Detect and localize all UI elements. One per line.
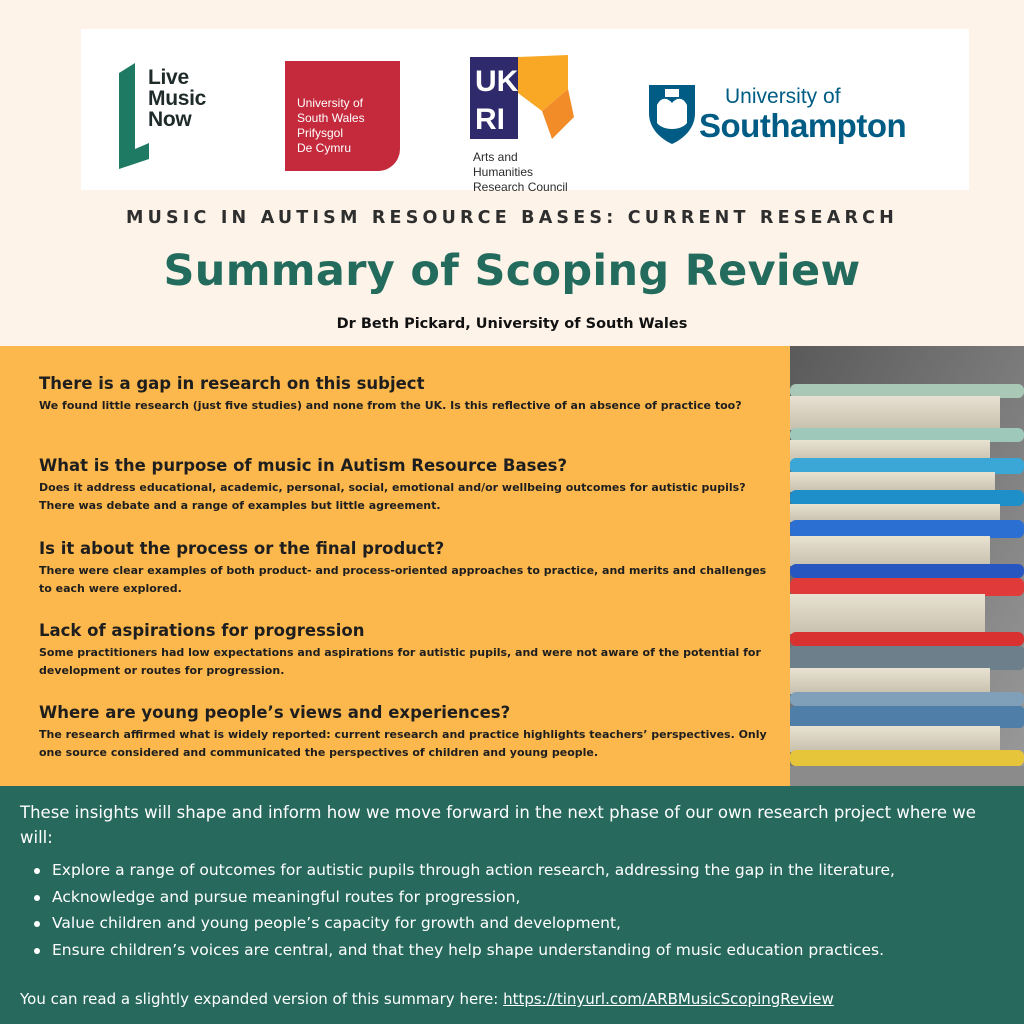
finding-research-gap [39, 374, 769, 415]
finding-body: There were clear examples of both product- and process-oriented approaches to practice, and merits and challenges to each were explored. [39, 564, 767, 595]
finding-body: We found little research (just five studies) and none from the UK. Is this reflective of an absence of practice too? [39, 399, 742, 412]
list-item: Acknowledge and pursue meaningful routes for progression, [34, 884, 1014, 911]
review-link[interactable]: https://tinyurl.com/ARBMusicScopingReview [503, 990, 834, 1008]
live-music-now-logo [119, 63, 229, 169]
finding-purpose [39, 456, 769, 514]
project-kicker: MUSIC IN AUTISM RESOURCE BASES: CURRENT RESEARCH [125, 208, 899, 228]
usw-wordmark: University of South Wales Prifysgol De Cymru [297, 96, 365, 155]
southampton-logo [647, 81, 957, 151]
ahrc-wordmark: Arts and Humanities Research Council [473, 150, 568, 194]
southampton-crest-icon [647, 83, 697, 145]
page-title: Summary of Scoping Review [163, 246, 861, 296]
list-item: Ensure children’s voices are central, and that they help shape understanding of music education practices. [34, 937, 1014, 964]
ukri-mark [470, 55, 580, 145]
finding-body: Does it address educational, academic, personal, social, emotional and/or wellbeing outcomes for autistic pupils? There was debate and a range of examples but little agreement. [39, 481, 746, 512]
bullet-icon [34, 948, 40, 954]
finding-heading: Is it about the process or the final product? [39, 539, 445, 558]
live-music-now-wordmark: Live Music Now [148, 66, 207, 131]
southampton-line1: University of [725, 85, 841, 108]
live-music-now-l-mark [119, 63, 149, 169]
finding-young-peoples-views [39, 703, 769, 761]
read-more-text: You can read a slightly expanded version of this summary here: [20, 990, 504, 1008]
finding-progression [39, 621, 769, 679]
finding-heading: Lack of aspirations for progression [39, 621, 365, 640]
finding-heading: There is a gap in research on this subject [39, 374, 425, 393]
finding-process-product [39, 539, 769, 597]
svg-text:UK: UK [475, 65, 519, 98]
list-item: Explore a range of outcomes for autistic pupils through action research, addressing the gap in the literature, [34, 857, 1014, 884]
southampton-line2: Southampton [699, 107, 907, 144]
usw-logo [285, 61, 400, 171]
book-stack-image [790, 346, 1024, 786]
finding-heading: Where are young people’s views and experiences? [39, 703, 511, 722]
next-steps-list [34, 857, 1014, 963]
finding-heading: What is the purpose of music in Autism Resource Bases? [39, 456, 568, 475]
bullet-icon [34, 868, 40, 874]
read-more-line [20, 990, 834, 1008]
bullet-icon [34, 895, 40, 901]
finding-body: The research affirmed what is widely reported: current research and practice highlights teachers’ perspectives. Only one source considered and communicated the perspectives of children and young people. [39, 728, 767, 759]
author-line: Dr Beth Pickard, University of South Wales [336, 316, 688, 332]
findings-panel [0, 346, 790, 786]
next-steps-footer [0, 786, 1024, 1024]
finding-body: Some practitioners had low expectations and aspirations for autistic pupils, and were not aware of the potential for development or routes for progression. [39, 646, 761, 677]
ukri-ahrc-logo [470, 55, 600, 194]
logo-bar [81, 29, 969, 194]
bullet-icon [34, 921, 40, 927]
svg-text:RI: RI [475, 103, 505, 136]
list-item: Value children and young people’s capacity for growth and development, [34, 910, 1014, 937]
next-steps-intro: These insights will shape and inform how we move forward in the next phase of our own research project where we will: [20, 803, 976, 847]
